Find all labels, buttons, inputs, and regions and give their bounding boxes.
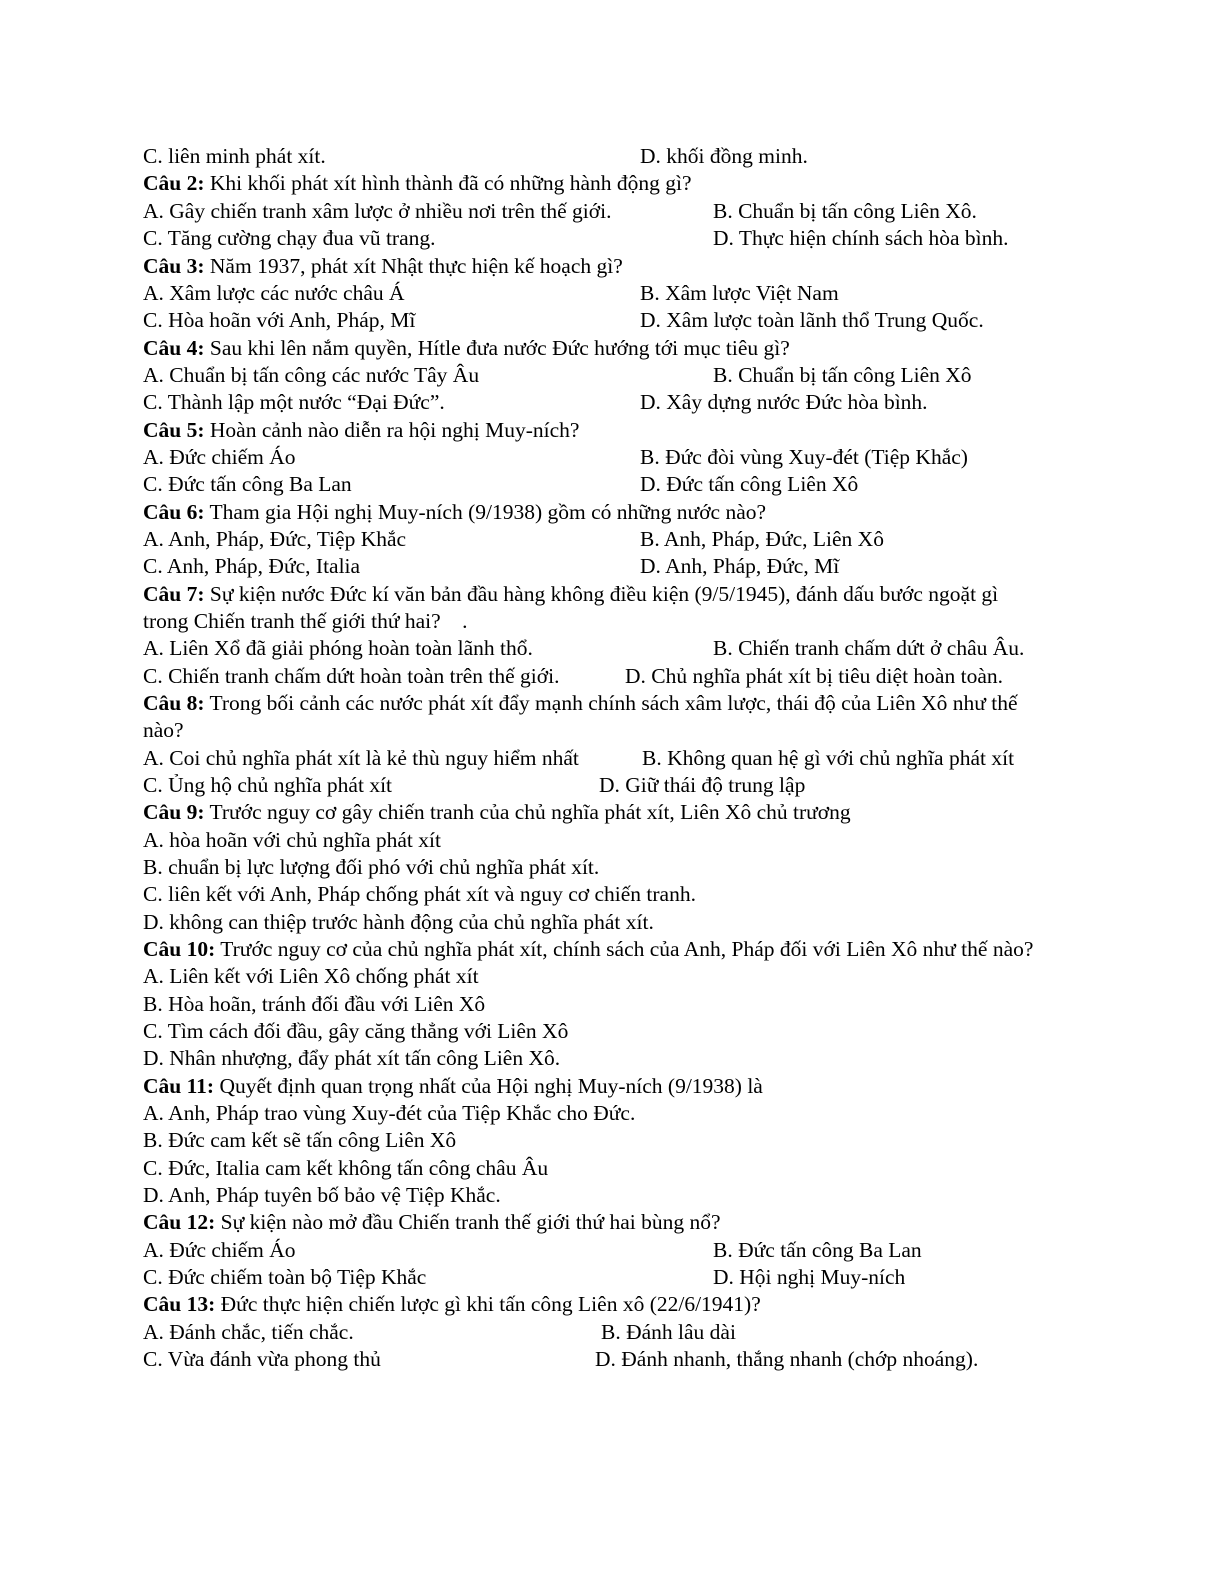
question-line bbox=[143, 799, 851, 826]
answer-option: C. Tăng cường chạy đua vũ trang. bbox=[143, 226, 436, 250]
question-label: Câu 4: bbox=[143, 336, 205, 360]
answer-option: A. Coi chủ nghĩa phát xít là kẻ thù nguy hiểm nhất bbox=[143, 746, 579, 770]
question-text: Khi khối phát xít hình thành đã có những hành động gì? bbox=[204, 171, 692, 195]
answer-option: D. Nhân nhượng, đẩy phát xít tấn công Liên Xô. bbox=[143, 1046, 561, 1070]
answer-option: B. Chuẩn bị tấn công Liên Xô. bbox=[713, 199, 977, 223]
question-label: Câu 5: bbox=[143, 418, 205, 442]
question-line bbox=[143, 335, 790, 362]
answer-option: B. Không quan hệ gì với chủ nghĩa phát xít bbox=[642, 746, 1015, 770]
answer-option: C. Anh, Pháp, Đức, Italia bbox=[143, 554, 361, 578]
answer-option: C. Tìm cách đối đầu, gây căng thẳng với Liên Xô bbox=[143, 1019, 569, 1043]
question-continuation bbox=[143, 717, 184, 744]
question-text: Sau khi lên nắm quyền, Hítle đưa nước Đức hướng tới mục tiêu gì? bbox=[204, 336, 790, 360]
answer-option: D. Xây dựng nước Đức hòa bình. bbox=[640, 390, 928, 414]
answer-option: C. Đức, Italia cam kết không tấn công châu Âu bbox=[143, 1156, 549, 1180]
question-label: Câu 12: bbox=[143, 1210, 216, 1234]
answer-option: C. Đức chiếm toàn bộ Tiệp Khắc bbox=[143, 1265, 427, 1289]
answer-option: C. liên kết với Anh, Pháp chống phát xít và nguy cơ chiến tranh. bbox=[143, 882, 696, 906]
question-line bbox=[143, 1209, 721, 1236]
question-label: Câu 10: bbox=[143, 937, 216, 961]
answer-option: B. Chiến tranh chấm dứt ở châu Âu. bbox=[713, 636, 1025, 660]
answer-option: B. Đức đòi vùng Xuy-đét (Tiệp Khắc) bbox=[640, 445, 968, 469]
answer-option: B. Hòa hoãn, tránh đối đầu với Liên Xô bbox=[143, 992, 486, 1016]
question-text: Năm 1937, phát xít Nhật thực hiện kế hoạch gì? bbox=[204, 254, 623, 278]
answer-option: A. Liên Xổ đã giải phóng hoàn toàn lãnh thổ. bbox=[143, 636, 533, 660]
question-label: Câu 13: bbox=[143, 1292, 216, 1316]
answer-option: A. Gây chiến tranh xâm lược ở nhiều nơi trên thế giới. bbox=[143, 199, 612, 223]
question-label: Câu 8: bbox=[143, 691, 205, 715]
question-text: Tham gia Hội nghị Muy-ních (9/1938) gồm có những nước nào? bbox=[204, 500, 767, 524]
question-text: Quyết định quan trọng nhất của Hội nghị Muy-ních (9/1938) là bbox=[214, 1074, 763, 1098]
answer-option: D. Xâm lược toàn lãnh thổ Trung Quốc. bbox=[640, 308, 984, 332]
answer-option: D. Giữ thái độ trung lập bbox=[599, 773, 806, 797]
answer-option: A. Anh, Pháp, Đức, Tiệp Khắc bbox=[143, 527, 407, 551]
answer-option: A. Liên kết với Liên Xô chống phát xít bbox=[143, 964, 479, 988]
question-text: Trước nguy cơ gây chiến tranh của chủ nghĩa phát xít, Liên Xô chủ trương bbox=[204, 800, 851, 824]
question-text: nào? bbox=[143, 718, 184, 742]
answer-option: D. khối đồng minh. bbox=[640, 144, 808, 168]
answer-option: D. không can thiệp trước hành động của chủ nghĩa phát xít. bbox=[143, 910, 654, 934]
question-label: Câu 6: bbox=[143, 500, 205, 524]
question-line bbox=[143, 170, 692, 197]
answer-option: D. Anh, Pháp tuyên bố bảo vệ Tiệp Khắc. bbox=[143, 1183, 501, 1207]
answer-option: C. Thành lập một nước “Đại Đức”. bbox=[143, 390, 445, 414]
answer-option: B. Chuẩn bị tấn công Liên Xô bbox=[713, 363, 972, 387]
question-line bbox=[143, 499, 766, 526]
answer-option: B. Đức tấn công Ba Lan bbox=[713, 1238, 922, 1262]
answer-option: B. Đánh lâu dài bbox=[601, 1320, 736, 1344]
answer-option: C. Hòa hoãn với Anh, Pháp, Mĩ bbox=[143, 308, 416, 332]
question-label: Câu 2: bbox=[143, 171, 205, 195]
question-line bbox=[143, 417, 579, 444]
answer-option: C. liên minh phát xít. bbox=[143, 144, 326, 168]
answer-option: A. Đức chiếm Áo bbox=[143, 445, 296, 469]
answer-option: D. Thực hiện chính sách hòa bình. bbox=[713, 226, 1009, 250]
answer-option: A. hòa hoãn với chủ nghĩa phát xít bbox=[143, 828, 441, 852]
answer-option: C. Vừa đánh vừa phong thủ bbox=[143, 1347, 381, 1371]
answer-option: B. chuẩn bị lực lượng đối phó với chủ nghĩa phát xít. bbox=[143, 855, 600, 879]
answer-option: A. Anh, Pháp trao vùng Xuy-đét của Tiệp Khắc cho Đức. bbox=[143, 1101, 636, 1125]
question-text: Đức thực hiện chiến lược gì khi tấn công Liên xô (22/6/1941)? bbox=[215, 1292, 761, 1316]
answer-option: C. Ủng hộ chủ nghĩa phát xít bbox=[143, 773, 393, 797]
question-text: Sự kiện nào mở đầu Chiến tranh thế giới thứ hai bùng nổ? bbox=[215, 1210, 721, 1234]
question-label: Câu 9: bbox=[143, 800, 205, 824]
question-line bbox=[143, 581, 998, 608]
answer-option: A. Chuẩn bị tấn công các nước Tây Âu bbox=[143, 363, 480, 387]
answer-option: D. Chủ nghĩa phát xít bị tiêu diệt hoàn toàn. bbox=[625, 664, 1003, 688]
answer-option: D. Đánh nhanh, thắng nhanh (chớp nhoáng). bbox=[595, 1347, 979, 1371]
question-continuation bbox=[143, 608, 468, 635]
question-line bbox=[143, 1073, 763, 1100]
question-text: Trước nguy cơ của chủ nghĩa phát xít, chính sách của Anh, Pháp đối với Liên Xô như thế nào? bbox=[215, 937, 1034, 961]
answer-option: D. Hội nghị Muy-ních bbox=[713, 1265, 906, 1289]
answer-option: A. Xâm lược các nước châu Á bbox=[143, 281, 405, 305]
question-label: Câu 3: bbox=[143, 254, 205, 278]
answer-option: C. Chiến tranh chấm dứt hoàn toàn trên thế giới. bbox=[143, 664, 560, 688]
answer-option: C. Đức tấn công Ba Lan bbox=[143, 472, 352, 496]
question-line bbox=[143, 690, 1018, 717]
question-text: trong Chiến tranh thế giới thứ hai? . bbox=[143, 609, 468, 633]
question-text: Hoàn cảnh nào diễn ra hội nghị Muy-ních? bbox=[204, 418, 580, 442]
question-label: Câu 7: bbox=[143, 582, 205, 606]
answer-option: B. Đức cam kết sẽ tấn công Liên Xô bbox=[143, 1128, 457, 1152]
question-line bbox=[143, 936, 1033, 963]
answer-option: A. Đánh chắc, tiến chắc. bbox=[143, 1320, 354, 1344]
question-text: Trong bối cảnh các nước phát xít đẩy mạnh chính sách xâm lược, thái độ của Liên Xô như thế bbox=[204, 691, 1018, 715]
answer-option: B. Anh, Pháp, Đức, Liên Xô bbox=[640, 527, 884, 551]
question-line bbox=[143, 1291, 761, 1318]
answer-option: A. Đức chiếm Áo bbox=[143, 1238, 296, 1262]
question-text: Sự kiện nước Đức kí văn bản đầu hàng không điều kiện (9/5/1945), đánh dấu bước ngoặt gì bbox=[204, 582, 999, 606]
answer-option: B. Xâm lược Việt Nam bbox=[640, 281, 839, 305]
question-label: Câu 11: bbox=[143, 1074, 215, 1098]
question-line bbox=[143, 253, 623, 280]
answer-option: D. Đức tấn công Liên Xô bbox=[640, 472, 859, 496]
answer-option: D. Anh, Pháp, Đức, Mĩ bbox=[640, 554, 840, 578]
